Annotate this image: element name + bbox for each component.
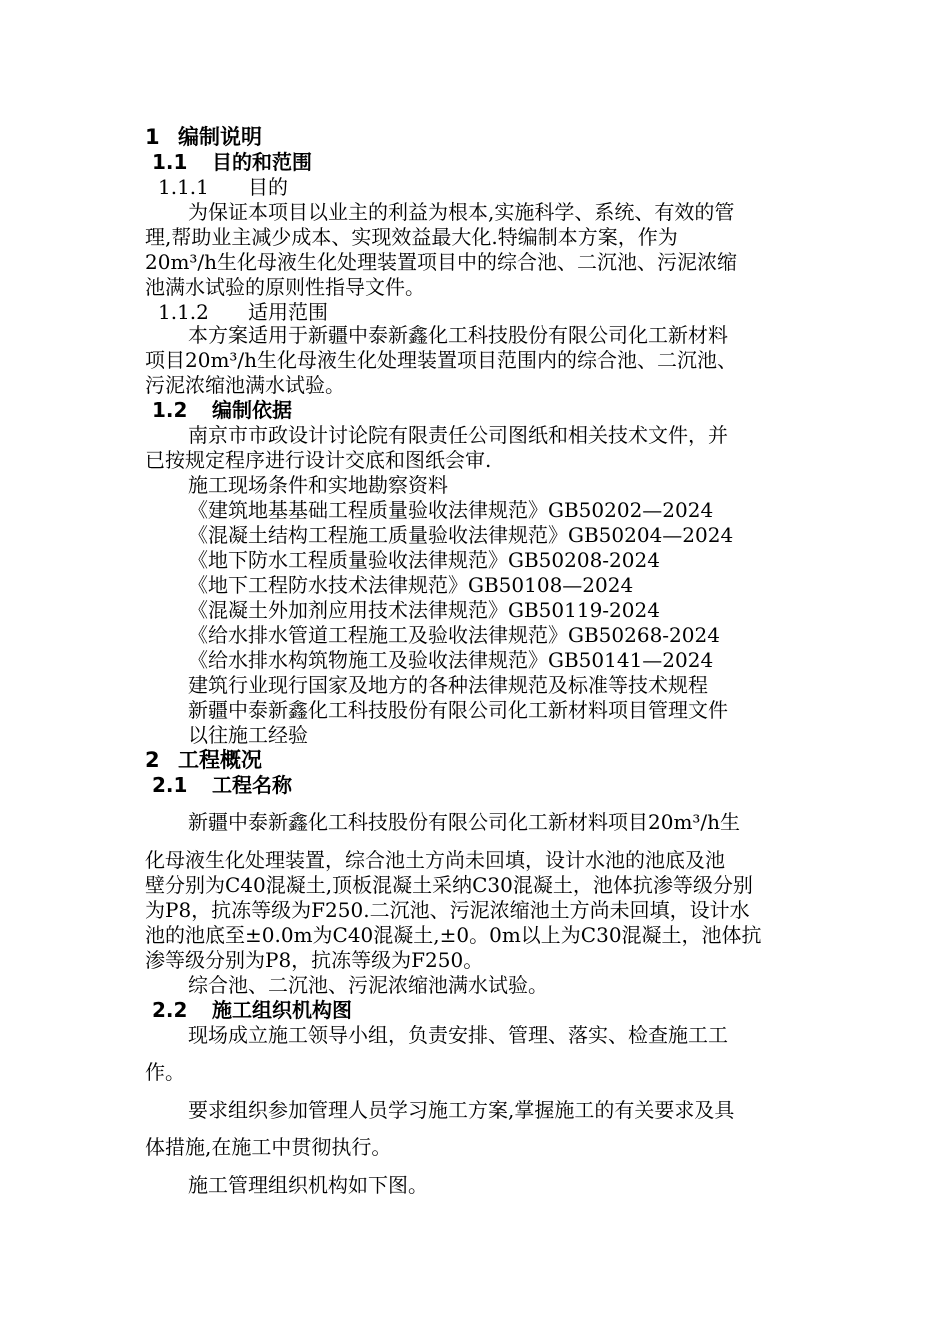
- basis-item: 《地下防水工程质量验收法律规范》GB50208-2024: [188, 548, 660, 572]
- section-title: 编制说明: [178, 125, 262, 149]
- basis-item: 《给水排水管道工程施工及验收法律规范》GB50268-2024: [188, 623, 720, 647]
- paragraph-line: 为P8，抗冻等级为F250.二沉池、污泥浓缩池土方尚未回填，设计水: [145, 898, 750, 922]
- basis-item: 《混凝土结构工程施工质量验收法律规范》GB50204—2024: [188, 523, 734, 547]
- paragraph-line: 现场成立施工领导小组，负责安排、管理、落实、检查施工工: [188, 1023, 728, 1047]
- paragraph-line: 南京市市政设计讨论院有限责任公司图纸和相关技术文件，并: [188, 423, 728, 447]
- paragraph-line: 项目20m³/h生化母液生化处理装置项目范围内的综合池、二沉池、: [145, 348, 738, 372]
- section-number: 1.2: [152, 398, 188, 422]
- paragraph-line: 综合池、二沉池、污泥浓缩池满水试验。: [188, 973, 548, 997]
- paragraph-line: 污泥浓缩池满水试验。: [145, 373, 345, 397]
- section-number: 2.2: [152, 998, 188, 1022]
- basis-item: 新疆中泰新鑫化工科技股份有限公司化工新材料项目管理文件: [188, 698, 728, 722]
- paragraph-line: 池的池底至±0.0m为C40混凝土,±0。0m以上为C30混凝土，池体抗: [145, 923, 762, 947]
- section-number: 1: [145, 125, 160, 149]
- heading-section-2: [145, 748, 262, 773]
- basis-item: 《建筑地基基础工程质量验收法律规范》GB50202—2024: [188, 498, 714, 522]
- heading-section-1: [145, 125, 262, 150]
- heading-section-2-2: [152, 998, 352, 1023]
- section-title: 编制依据: [212, 398, 292, 422]
- heading-section-1-1-2: [158, 300, 328, 325]
- heading-section-2-1: [152, 773, 292, 798]
- paragraph-line: 要求组织参加管理人员学习施工方案,掌握施工的有关要求及具: [188, 1098, 735, 1122]
- paragraph-line: 新疆中泰新鑫化工科技股份有限公司化工新材料项目20m³/h生: [188, 810, 741, 834]
- paragraph-line: 为保证本项目以业主的利益为根本,实施科学、系统、有效的管: [188, 200, 735, 224]
- section-number: 1.1.2: [158, 300, 209, 324]
- paragraph-line: 化母液生化处理装置，综合池土方尚未回填，设计水池的池底及池: [145, 848, 725, 872]
- paragraph-line: 理,帮助业主减少成本、实现效益最大化.特编制本方案，作为: [145, 225, 678, 249]
- heading-section-1-1: [152, 150, 312, 175]
- paragraph-line: 20m³/h生化母液生化处理装置项目中的综合池、二沉池、污泥浓缩: [145, 250, 738, 274]
- section-title: 施工组织机构图: [212, 998, 352, 1022]
- section-number: 2.1: [152, 773, 188, 797]
- section-title: 适用范围: [248, 300, 328, 324]
- paragraph-line: 壁分别为C40混凝土,顶板混凝土采纳C30混凝土，池体抗渗等级分别: [145, 873, 753, 897]
- paragraph-line: 已按规定程序进行设计交底和图纸会审.: [145, 448, 492, 472]
- paragraph-line: 作。: [145, 1060, 185, 1084]
- paragraph-line: 本方案适用于新疆中泰新鑫化工科技股份有限公司化工新材料: [188, 323, 728, 347]
- section-number: 2: [145, 748, 160, 772]
- basis-item: 以往施工经验: [188, 723, 308, 747]
- section-title: 工程名称: [212, 773, 292, 797]
- basis-item: 《给水排水构筑物施工及验收法律规范》GB50141—2024: [188, 648, 714, 672]
- paragraph-line: 池满水试验的原则性指导文件。: [145, 275, 425, 299]
- section-number: 1.1: [152, 150, 188, 174]
- section-title: 目的: [248, 175, 288, 199]
- basis-item: 《混凝土外加剂应用技术法律规范》GB50119-2024: [188, 598, 660, 622]
- paragraph-line: 施工管理组织机构如下图。: [188, 1173, 428, 1197]
- paragraph-line: 体措施,在施工中贯彻执行。: [145, 1135, 392, 1159]
- section-number: 1.1.1: [158, 175, 209, 199]
- heading-section-1-2: [152, 398, 292, 423]
- basis-item: 《地下工程防水技术法律规范》GB50108—2024: [188, 573, 634, 597]
- section-title: 目的和范围: [212, 150, 312, 174]
- section-title: 工程概况: [178, 748, 262, 772]
- basis-item: 建筑行业现行国家及地方的各种法律规范及标准等技术规程: [188, 673, 708, 697]
- basis-item: 施工现场条件和实地勘察资料: [188, 473, 448, 497]
- heading-section-1-1-1: [158, 175, 288, 200]
- paragraph-line: 渗等级分别为P8，抗冻等级为F250。: [145, 948, 484, 972]
